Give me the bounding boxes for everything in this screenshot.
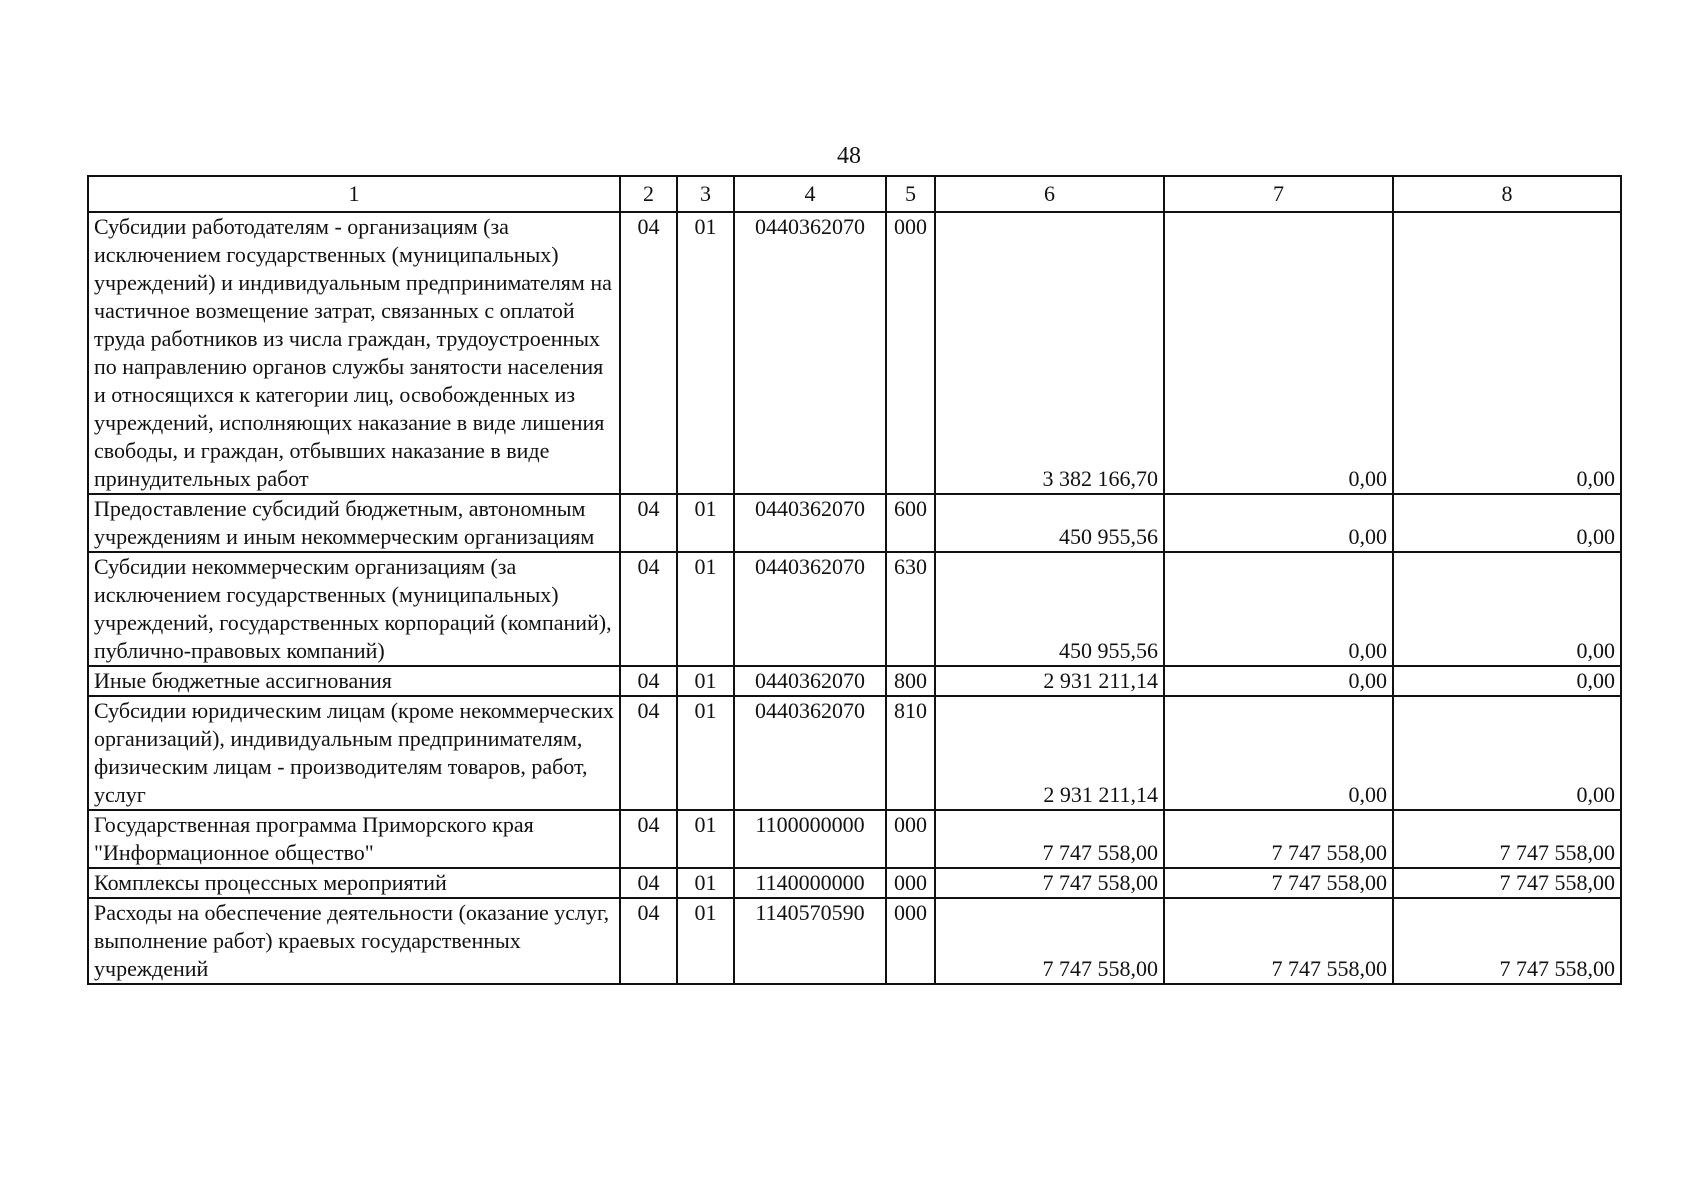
amount-col-6: 450 955,56 — [935, 494, 1164, 552]
section-code: 04 — [620, 898, 677, 984]
amount-col-7: 7 747 558,00 — [1164, 898, 1393, 984]
row-description: Субсидии некоммерческим организациям (за исключением государственных (муниципальных) учреждений, государственных корпораций (компаний), публично-правовых компаний) — [88, 552, 620, 666]
target-article-code: 0440362070 — [734, 494, 886, 552]
amount-col-8: 0,00 — [1393, 212, 1621, 494]
table-header-row — [88, 176, 1621, 212]
expense-type-code: 000 — [886, 898, 935, 984]
section-code: 04 — [620, 494, 677, 552]
column-header-7: 7 — [1164, 176, 1393, 212]
amount-col-7: 0,00 — [1164, 494, 1393, 552]
subsection-code: 01 — [677, 696, 734, 810]
column-header-3: 3 — [677, 176, 734, 212]
row-description: Субсидии работодателям - организациям (за исключением государственных (муниципальных) учреждений) и индивидуальным предпринимателям на частичное возмещение затрат, связанных с оплатой труда работников из числа граждан, трудоустроенных по направлению органов службы занятости населения и относящихся к категории лиц, освобожденных из учреждений, исполняющих наказание в виде лишения свободы, и граждан, отбывших наказание в виде принудительных работ — [88, 212, 620, 494]
amount-col-7: 0,00 — [1164, 552, 1393, 666]
amount-col-8: 0,00 — [1393, 666, 1621, 696]
table-row — [88, 494, 1621, 552]
row-description: Предоставление субсидий бюджетным, автономным учреждениям и иным некоммерческим организациям — [88, 494, 620, 552]
column-header-5: 5 — [886, 176, 935, 212]
row-description: Государственная программа Приморского края "Информационное общество" — [88, 810, 620, 868]
expense-type-code: 000 — [886, 212, 935, 494]
row-description: Субсидии юридическим лицам (кроме некоммерческих организаций), индивидуальным предпринимателям, физическим лицам - производителям товаров, работ, услуг — [88, 696, 620, 810]
amount-col-8: 0,00 — [1393, 552, 1621, 666]
table-row — [88, 898, 1621, 984]
amount-col-7: 0,00 — [1164, 666, 1393, 696]
target-article-code: 0440362070 — [734, 696, 886, 810]
column-header-4: 4 — [734, 176, 886, 212]
target-article-code: 1140570590 — [734, 898, 886, 984]
table-row — [88, 810, 1621, 868]
expense-type-code: 000 — [886, 868, 935, 898]
amount-col-8: 0,00 — [1393, 696, 1621, 810]
page-number: 48 — [837, 143, 861, 169]
table-row — [88, 868, 1621, 898]
amount-col-6: 7 747 558,00 — [935, 898, 1164, 984]
amount-col-8: 7 747 558,00 — [1393, 810, 1621, 868]
column-header-8: 8 — [1393, 176, 1621, 212]
amount-col-6: 2 931 211,14 — [935, 666, 1164, 696]
section-code: 04 — [620, 212, 677, 494]
amount-col-7: 0,00 — [1164, 212, 1393, 494]
subsection-code: 01 — [677, 552, 734, 666]
section-code: 04 — [620, 868, 677, 898]
subsection-code: 01 — [677, 810, 734, 868]
amount-col-8: 7 747 558,00 — [1393, 898, 1621, 984]
table-row — [88, 666, 1621, 696]
section-code: 04 — [620, 696, 677, 810]
target-article-code: 0440362070 — [734, 666, 886, 696]
subsection-code: 01 — [677, 666, 734, 696]
amount-col-7: 0,00 — [1164, 696, 1393, 810]
section-code: 04 — [620, 666, 677, 696]
table-row — [88, 552, 1621, 666]
amount-col-6: 450 955,56 — [935, 552, 1164, 666]
amount-col-8: 0,00 — [1393, 494, 1621, 552]
target-article-code: 1100000000 — [734, 810, 886, 868]
budget-table — [87, 175, 1622, 985]
column-header-1: 1 — [88, 176, 620, 212]
amount-col-6: 2 931 211,14 — [935, 696, 1164, 810]
section-code: 04 — [620, 552, 677, 666]
amount-col-6: 7 747 558,00 — [935, 868, 1164, 898]
subsection-code: 01 — [677, 898, 734, 984]
row-description: Комплексы процессных мероприятий — [88, 868, 620, 898]
column-header-6: 6 — [935, 176, 1164, 212]
target-article-code: 0440362070 — [734, 212, 886, 494]
expense-type-code: 600 — [886, 494, 935, 552]
amount-col-7: 7 747 558,00 — [1164, 868, 1393, 898]
table-row — [88, 212, 1621, 494]
section-code: 04 — [620, 810, 677, 868]
expense-type-code: 000 — [886, 810, 935, 868]
expense-type-code: 800 — [886, 666, 935, 696]
row-description: Расходы на обеспечение деятельности (оказание услуг, выполнение работ) краевых государственных учреждений — [88, 898, 620, 984]
subsection-code: 01 — [677, 494, 734, 552]
row-description: Иные бюджетные ассигнования — [88, 666, 620, 696]
target-article-code: 1140000000 — [734, 868, 886, 898]
amount-col-7: 7 747 558,00 — [1164, 810, 1393, 868]
amount-col-6: 3 382 166,70 — [935, 212, 1164, 494]
table-row — [88, 696, 1621, 810]
amount-col-6: 7 747 558,00 — [935, 810, 1164, 868]
target-article-code: 0440362070 — [734, 552, 886, 666]
column-header-2: 2 — [620, 176, 677, 212]
amount-col-8: 7 747 558,00 — [1393, 868, 1621, 898]
subsection-code: 01 — [677, 212, 734, 494]
subsection-code: 01 — [677, 868, 734, 898]
expense-type-code: 810 — [886, 696, 935, 810]
expense-type-code: 630 — [886, 552, 935, 666]
